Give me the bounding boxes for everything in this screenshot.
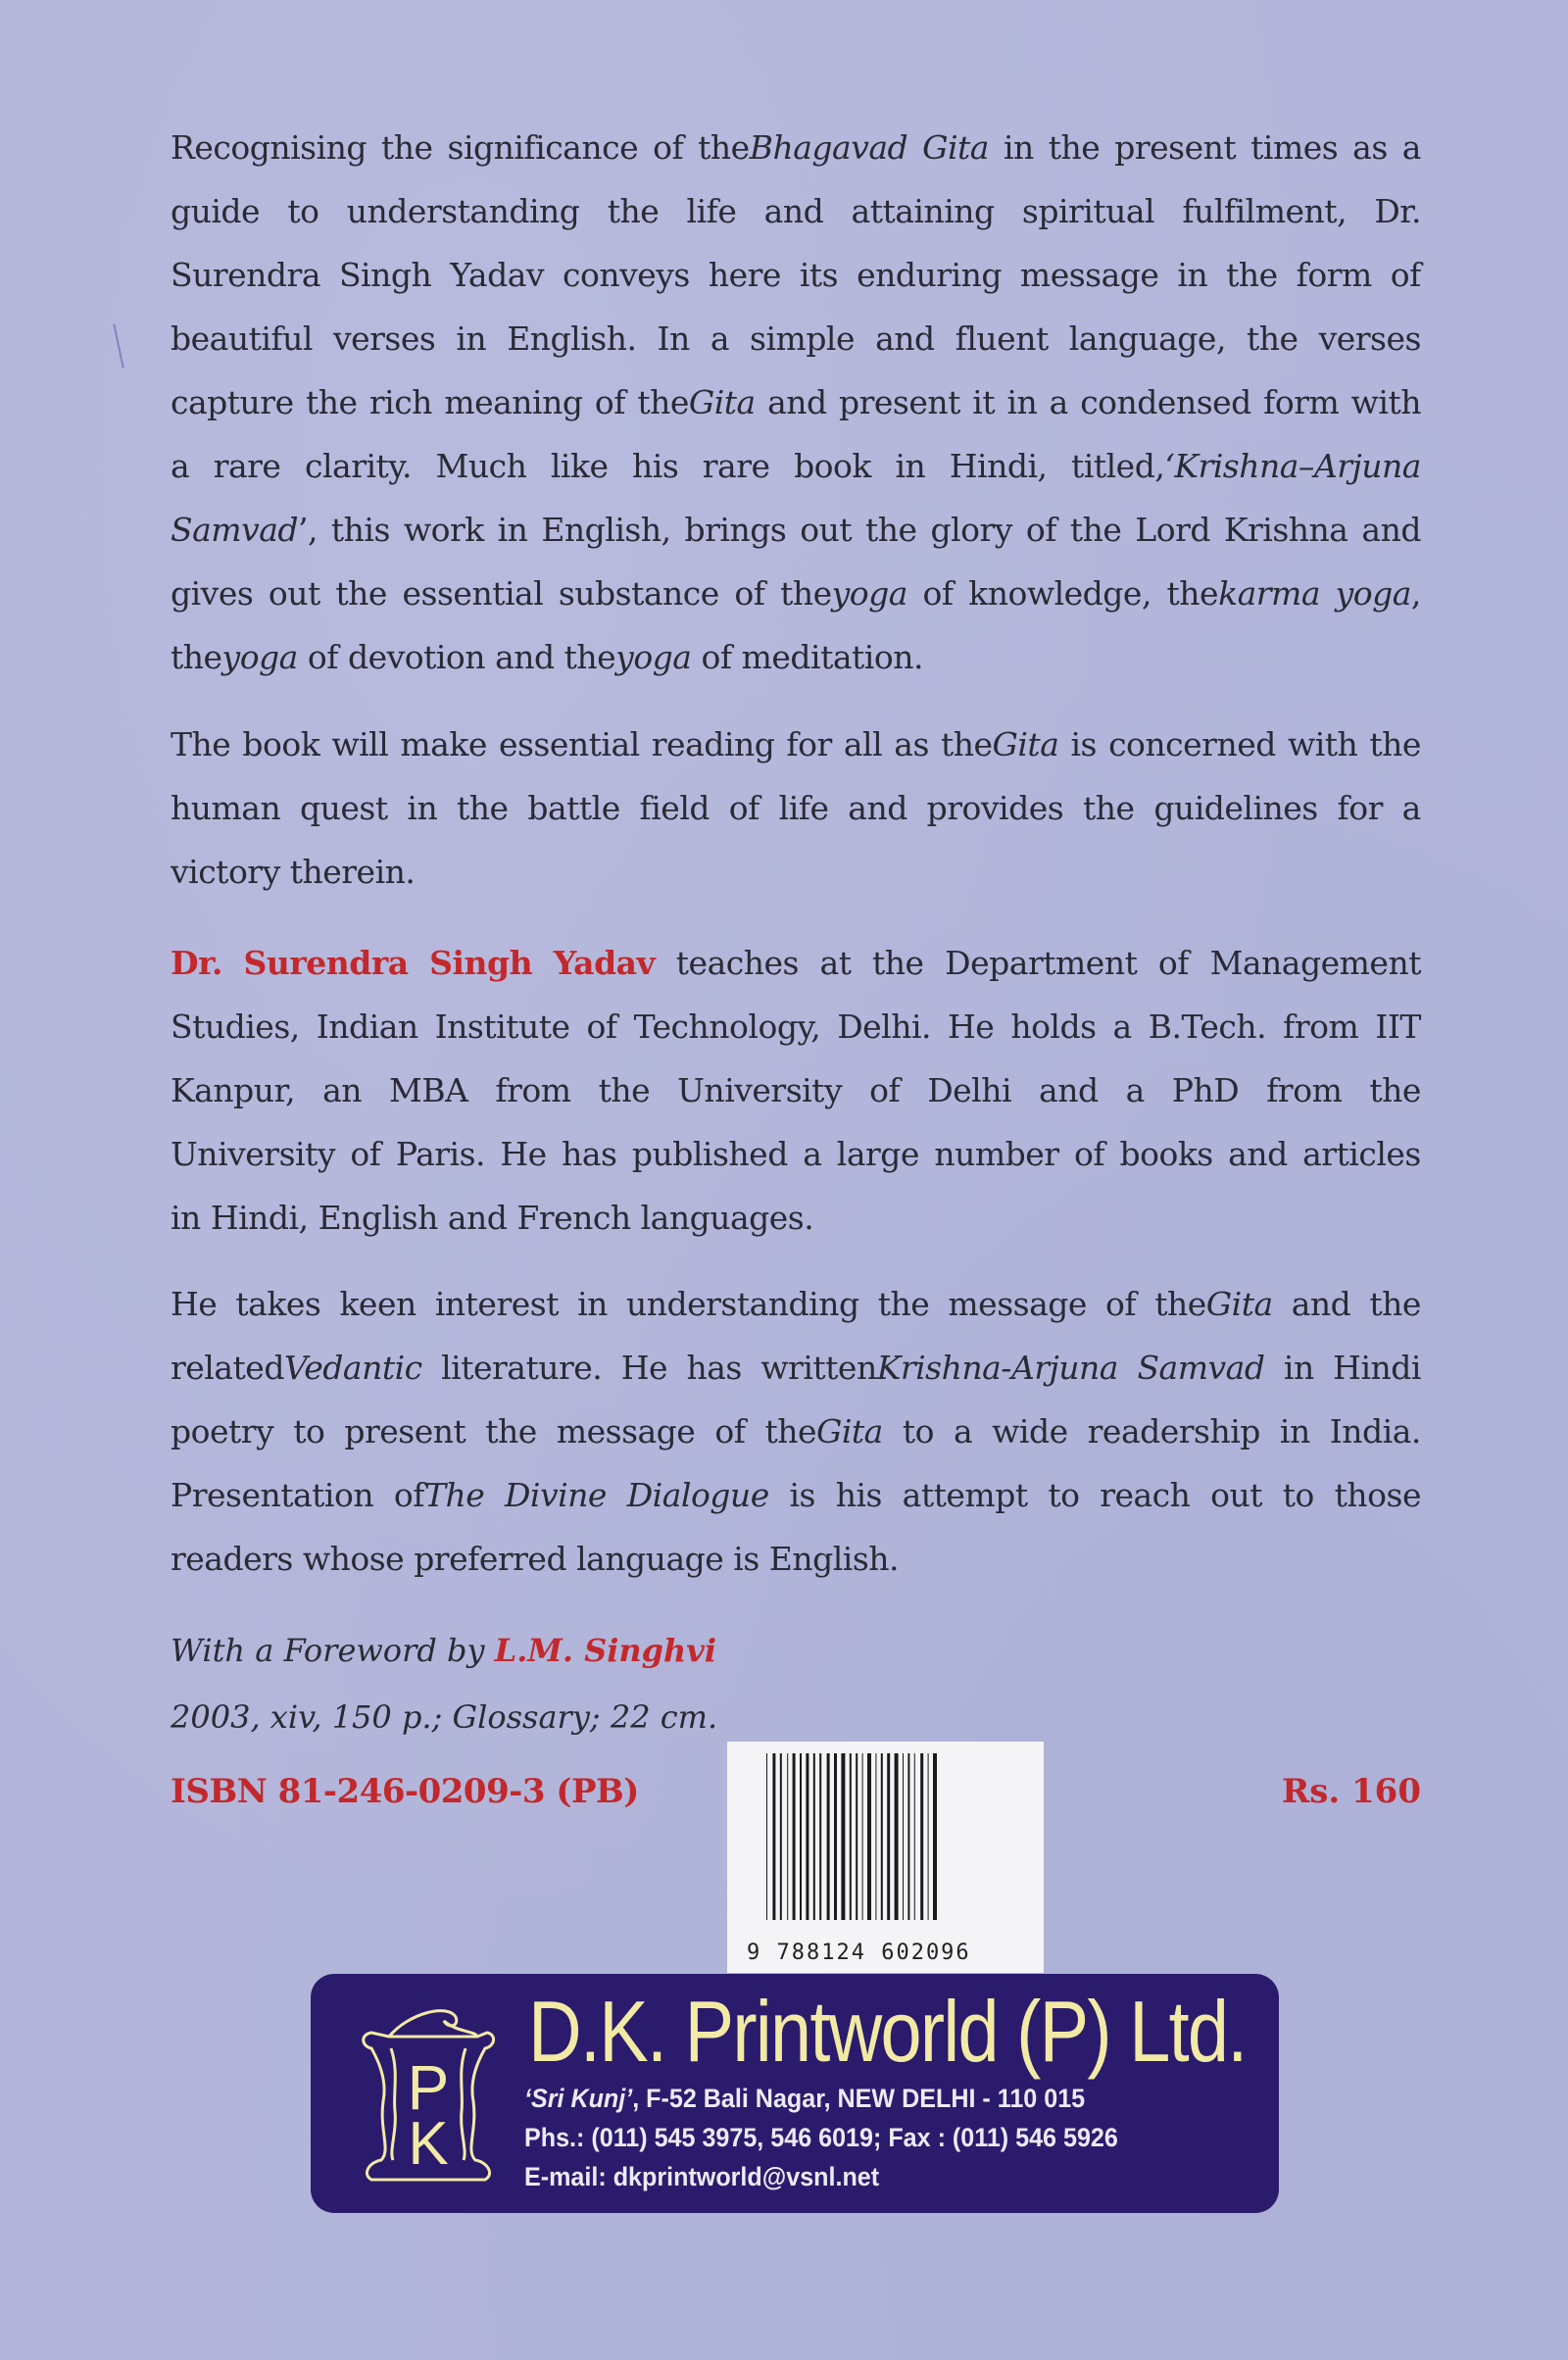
author-bio-line: Kanpur, an MBA from the University of Delhi and a PhD from the <box>171 1071 1421 1109</box>
isbn: ISBN 81-246-0209-3 (PB) <box>171 1772 639 1811</box>
description-paragraph-1 <box>171 116 1421 689</box>
author-bio-line: University of Paris. He has published a large number of books and articles <box>171 1135 1421 1173</box>
author-bio-paragraph-1 <box>171 931 1421 1250</box>
publisher-phones: Phs.: (011) 545 3975, 546 6019; Fax : (011) 546 5926 <box>524 2123 1118 2152</box>
publisher-name: D.K. Printworld (P) Ltd. <box>528 1983 1247 2080</box>
description-line: Recognising the significance of theBhagavad Gita in the present times as a <box>171 128 1421 167</box>
author-bio-line: Studies, Indian Institute of Technology, Delhi. He holds a B.Tech. from IIT <box>171 1008 1421 1046</box>
address-street: , F-52 Bali Nagar, NEW DELHI - 110 015 <box>632 2084 1086 2113</box>
description-line: Samvad’, this work in English, brings out the glory of the Lord Krishna and <box>171 511 1421 549</box>
description-line: Surendra Singh Yadav conveys here its enduring message in the form of <box>171 256 1421 294</box>
isbn-barcode <box>727 1742 1044 1973</box>
publisher-address <box>524 2084 1085 2114</box>
publisher-logo-icon <box>350 2003 507 2195</box>
description-paragraph-2 <box>171 713 1421 904</box>
catalog-line: 2003, xiv, 150 p.; Glossary; 22 cm. <box>171 1698 718 1736</box>
author-bio-line: Presentation ofThe Divine Dialogue is his attempt to reach out to those <box>171 1476 1421 1514</box>
price: Rs. 160 <box>1281 1772 1421 1811</box>
svg-text:K: K <box>408 2110 449 2178</box>
publisher-email: E-mail: dkprintworld@vsnl.net <box>524 2162 880 2191</box>
description-line: capture the rich meaning of theGita and present it in a condensed form with <box>171 383 1421 421</box>
description-line: a rare clarity. Much like his rare book in Hindi, titled,‘Krishna–Arjuna <box>171 447 1421 485</box>
publisher-banner <box>311 1974 1279 2213</box>
author-bio-line: Dr. Surendra Singh Yadav teaches at the Department of Management <box>171 944 1421 982</box>
barcode-digits: 9 788124 602096 <box>747 1941 971 1965</box>
author-bio-line: readers whose preferred language is English. <box>171 1540 900 1578</box>
author-bio-line: poetry to present the message of theGita to a wide readership in India. <box>171 1412 1421 1450</box>
description-line: theyoga of devotion and theyoga of meditation. <box>171 638 923 676</box>
description-line: The book will make essential reading for all as theGita is concerned with the <box>171 725 1421 763</box>
foreword-author: L.M. Singhvi <box>494 1632 717 1669</box>
description-line: beautiful verses in English. In a simple and fluent language, the verses <box>171 320 1421 358</box>
description-line: victory therein. <box>171 853 416 891</box>
foreword-line <box>171 1632 716 1669</box>
description-line: human quest in the battle field of life and provides the guidelines for a <box>171 789 1421 827</box>
description-line: guide to understanding the life and attaining spiritual fulfilment, Dr. <box>171 192 1421 230</box>
author-bio-line: in Hindi, English and French languages. <box>171 1199 814 1237</box>
address-house-name: ‘Sri Kunj’ <box>524 2084 633 2113</box>
barcode-bars <box>766 1753 1023 1942</box>
author-bio-line: He takes keen interest in understanding the message of theGita and the <box>171 1285 1421 1323</box>
scan-mark <box>113 323 124 368</box>
foreword-prefix: With a Foreword by <box>171 1632 495 1669</box>
author-bio-line: relatedVedantic literature. He has writtenKrishna-Arjuna Samvad in Hindi <box>171 1349 1421 1387</box>
description-line: gives out the essential substance of theyoga of knowledge, thekarma yoga, <box>171 574 1421 613</box>
author-bio-paragraph-2 <box>171 1272 1421 1591</box>
logo-letter-d: P <box>407 2052 450 2123</box>
